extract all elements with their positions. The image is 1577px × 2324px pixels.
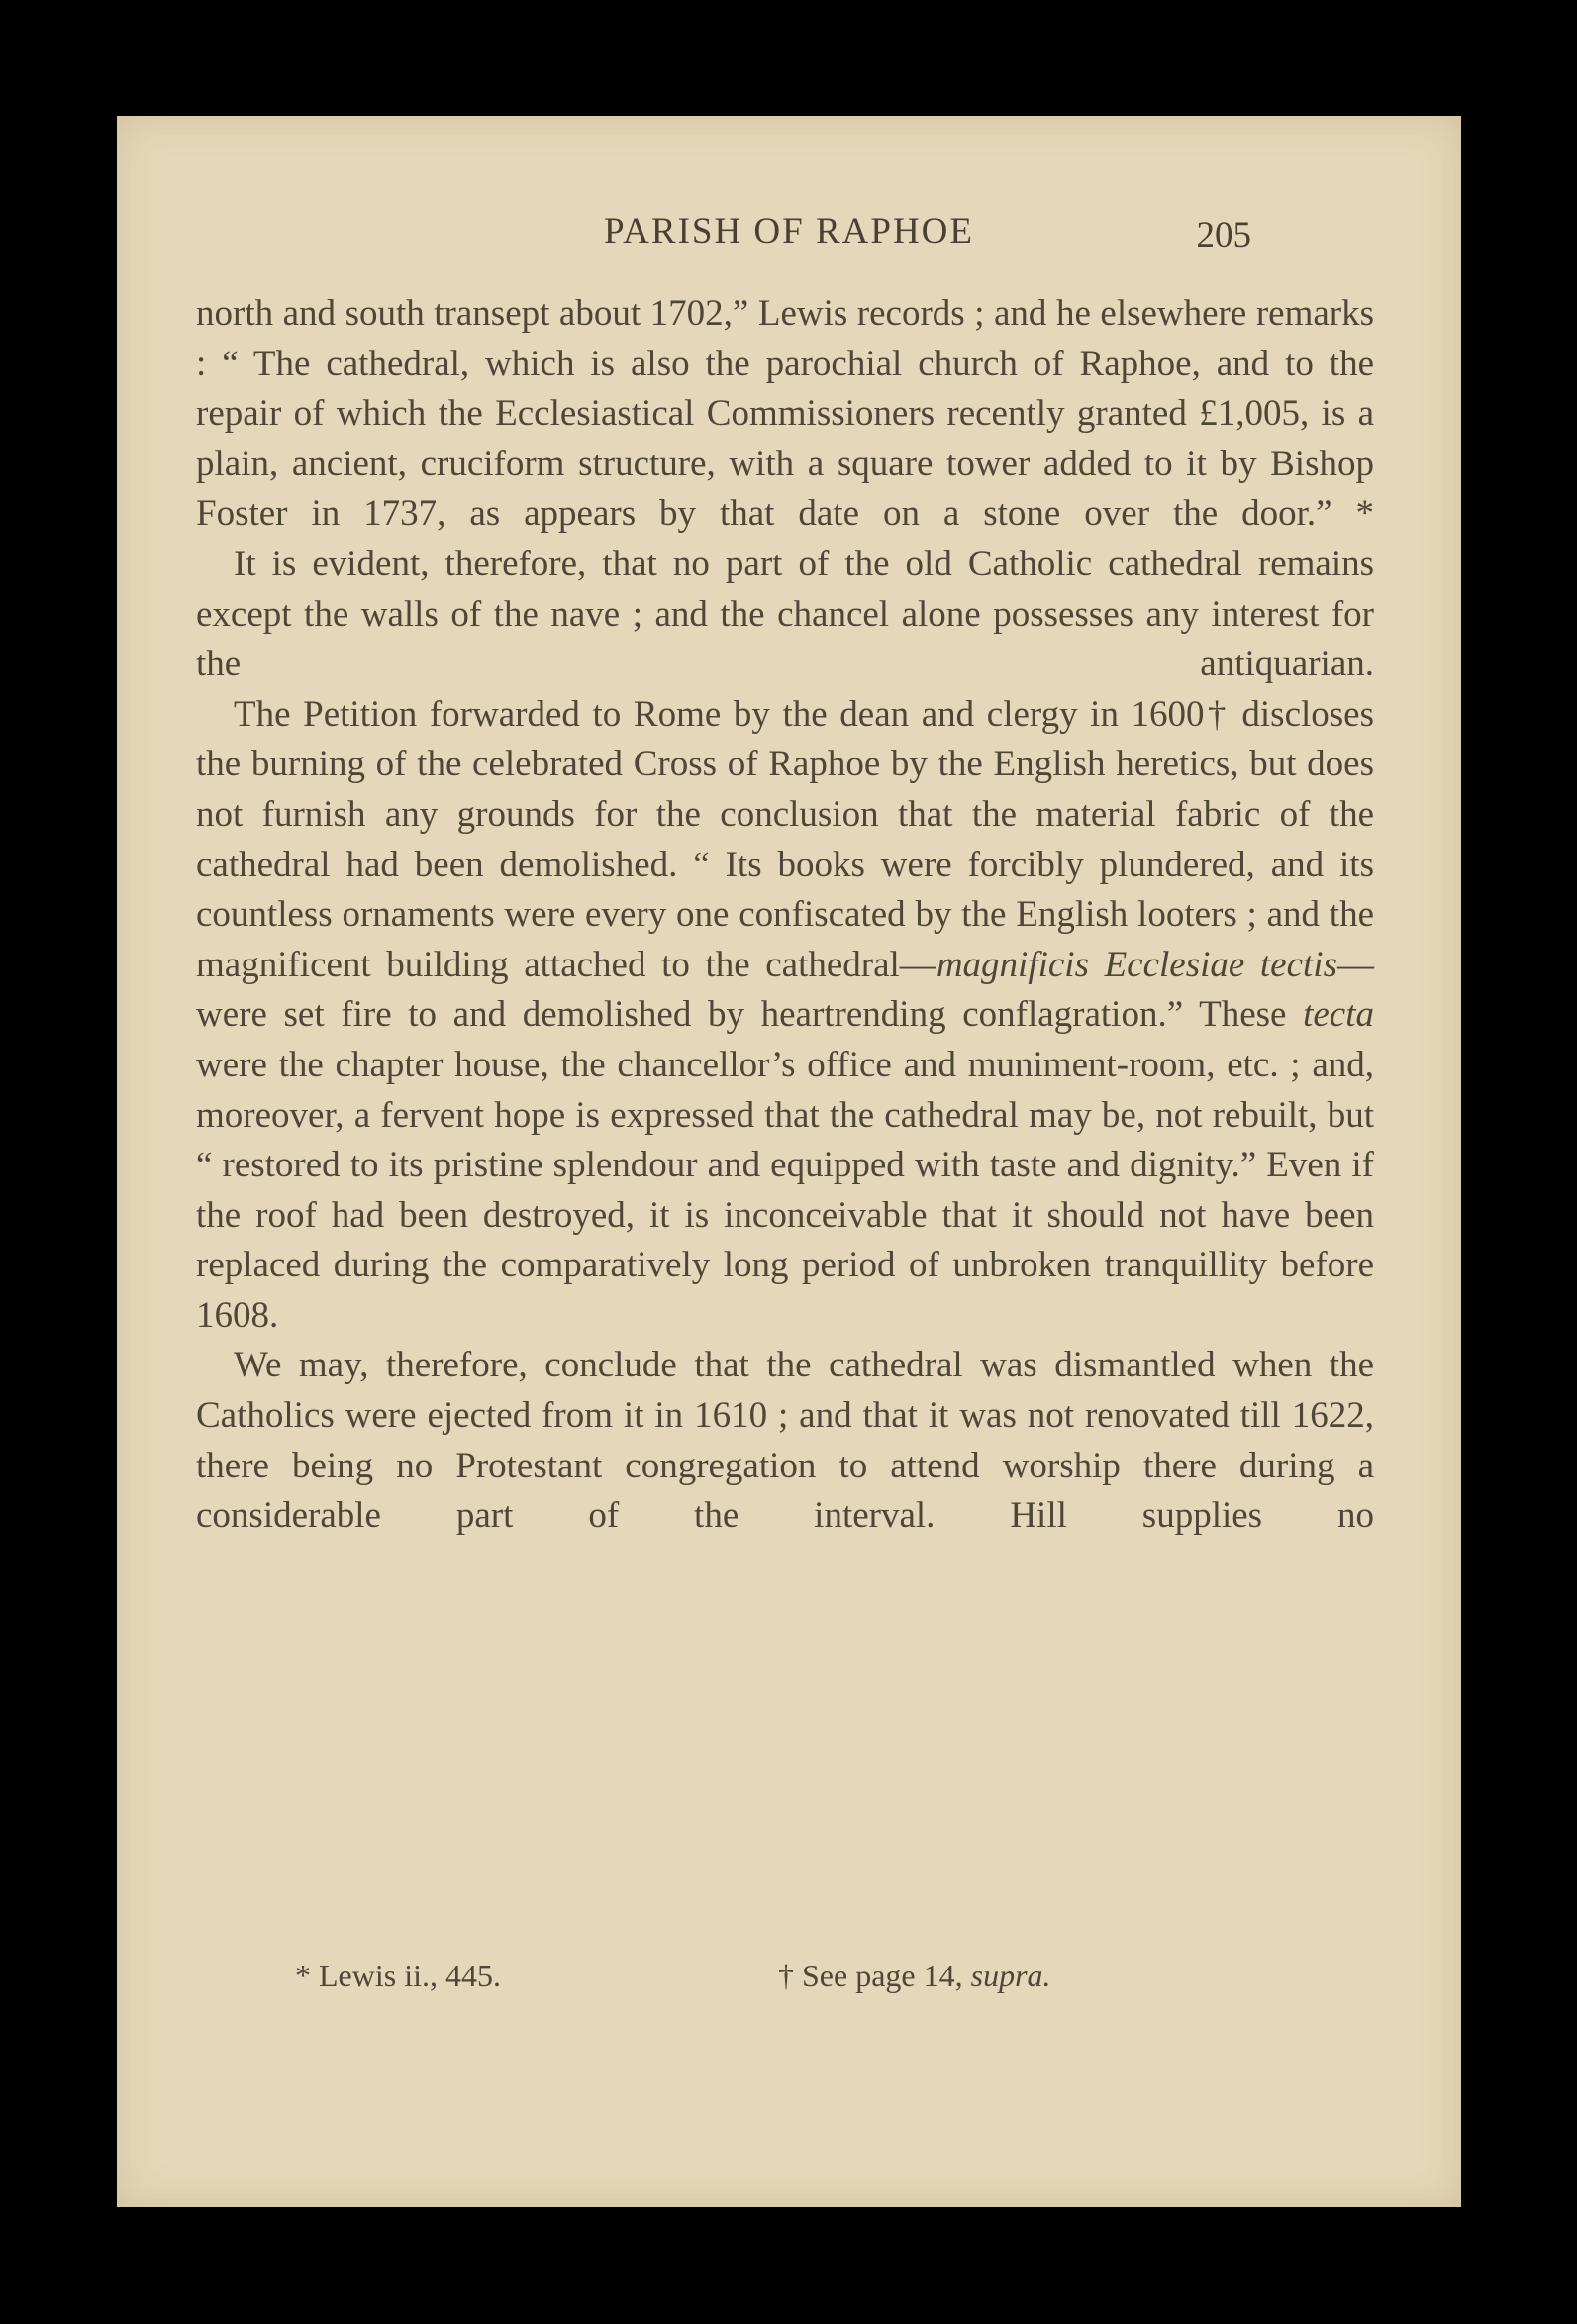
- paragraph-1: north and south transept about 1702,” Lewis records ; and he elsewhere remarks : “ The cathedral, which is also the parochial church of Raphoe, and to the repair of which the Ecclesiastical Commissioners recently granted £1,005, is a plain, ancient, cruciform structure, with a square tower added to it by Bishop Foster in 1737, as appears by that date on a stone over the door.” *: [196, 293, 1374, 535]
- paragraph-3: [196, 690, 1374, 1342]
- book-page: [117, 116, 1461, 2207]
- running-title: PARISH OF RAPHOE: [603, 211, 974, 252]
- body-text: [196, 289, 1374, 1542]
- footnote-2-italic: supra.: [970, 1958, 1051, 1993]
- paragraph-3-italic-latin: magnificis Ecclesiae tectis: [936, 944, 1337, 985]
- paragraph-3-italic-tecta: tecta: [1303, 994, 1374, 1036]
- footnote-2-text: † See page 14,: [778, 1958, 971, 1993]
- page-number: 205: [1196, 215, 1251, 255]
- paragraph-3-text-a: The Petition forwarded to Rome by the dean and clergy in 1600† discloses the burning of the celebrated Cross of Raphoe by the English heretics, but does not furnish any grounds for the conclusion that the material fabric of the cathedral had been demolished. “ Its books were forcibly plundered, and its countless ornaments were every one confiscated by the English looters ; and the magnificent building attached to the cathedral—: [196, 693, 1374, 985]
- paragraph-3-text-e: were the chapter house, the chancellor’s office and muniment-room, etc. ; and, moreover, a fervent hope is expressed that the cathedral may be, not rebuilt, but “ restored to its pristine splendour and equipped with taste and dignity.” Even if the roof had been destroyed, it is inconceivable that it should not have been replaced during the comparatively long period of unbroken tranquillity before 1608.: [196, 1044, 1374, 1336]
- footnote-2: [778, 1958, 1051, 1994]
- paragraph-4: We may, therefore, conclude that the cathedral was dismantled when the Catholics were ejected from it in 1610 ; and that it was not renovated till 1622, there being no Protestant congregation to attend worship there during a considerable part of the interval. Hill supplies no: [196, 1345, 1374, 1537]
- footnotes: [117, 1958, 1461, 2007]
- paragraph-3-text-c: —were set fire to and demolished by heartrending conflagration.” These: [196, 944, 1374, 1036]
- running-head: [117, 210, 1461, 269]
- paragraph-2: It is evident, therefore, that no part of the old Catholic cathedral remains except the walls of the nave ; and the chancel alone possesses any interest for the antiquarian.: [196, 543, 1374, 685]
- footnote-1: * Lewis ii., 445.: [295, 1958, 501, 1993]
